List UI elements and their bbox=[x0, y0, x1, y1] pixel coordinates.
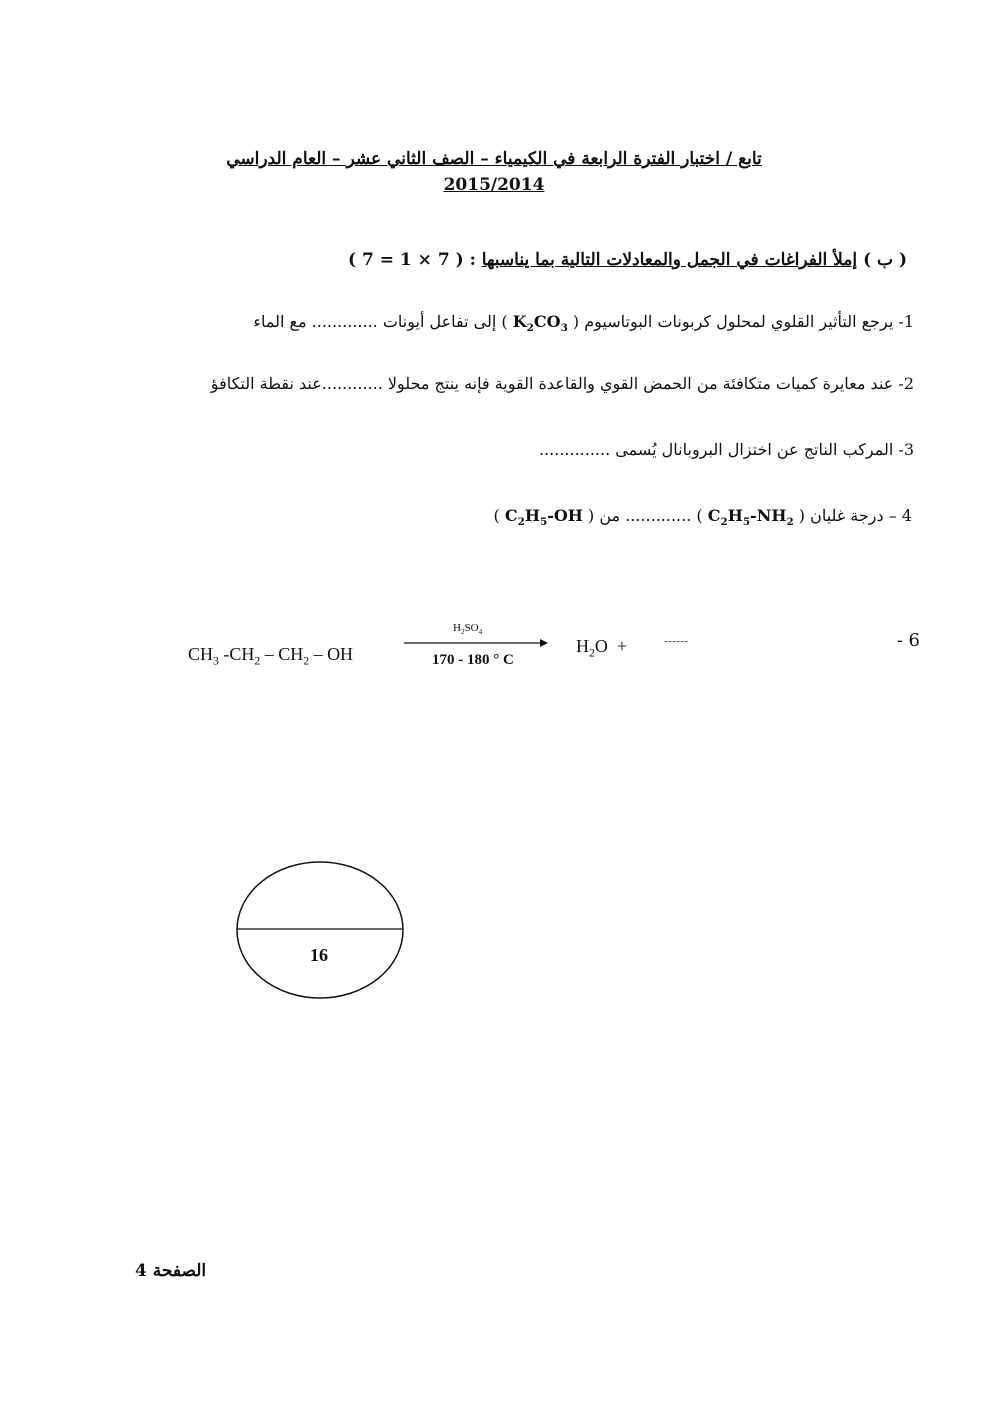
score-total: 16 bbox=[310, 945, 328, 965]
instruction-text: إملأ الفراغات في الجمل والمعادلات التالية بما يناسبها bbox=[481, 250, 858, 270]
chem-ethanol: $C_2H_5-OH$ bbox=[504, 506, 583, 529]
page-title bbox=[174, 146, 814, 198]
question-6-number: 6 - bbox=[896, 630, 920, 651]
reaction-arrow bbox=[404, 636, 548, 650]
product-water: $H_2O$ + bbox=[576, 636, 627, 660]
page-number: الصفحة 4 bbox=[135, 1261, 207, 1281]
question-1-text-b: ) إلى تفاعل أيونات ............. مع الماء bbox=[253, 312, 508, 331]
title-line-1: تابع / اختبار الفترة الرابعة في الكيمياء – الصف الثاني عشر – العام الدراسي bbox=[226, 149, 762, 169]
question-2-number: 2- bbox=[898, 374, 914, 393]
catalyst-h2so4: $H_2SO_4$ bbox=[453, 622, 483, 637]
score-ellipse bbox=[232, 860, 408, 1004]
question-4-number: 4 – bbox=[888, 506, 912, 525]
question-2 bbox=[211, 374, 914, 393]
reactant-propanol: $CH_3$ $-CH_2 - CH_2$ – OH bbox=[188, 644, 354, 668]
question-3-text: المركب الناتج عن اختزال البروبانال يُسمى .............. bbox=[538, 440, 894, 459]
question-4-text-b: ) ............. من ( bbox=[588, 506, 703, 525]
question-4 bbox=[494, 506, 912, 528]
question-4-text-c: ) bbox=[493, 506, 500, 525]
equation-blank[interactable]: ------ bbox=[664, 634, 689, 648]
section-label: ( ب ) bbox=[863, 250, 907, 270]
question-3-number: 3- bbox=[898, 440, 914, 459]
chem-ethylamine: $C_2H_5-NH_2$ bbox=[707, 506, 794, 529]
question-1-number: 1- bbox=[898, 312, 914, 331]
question-3 bbox=[539, 440, 914, 459]
question-1 bbox=[253, 312, 914, 334]
question-1-text-a: يرجع التأثير القلوي لمحلول كربونات البوتاسيوم ( bbox=[572, 312, 894, 331]
reaction-temperature: 170 - 180 ° C bbox=[432, 652, 514, 668]
question-2-text: عند معايرة كميات متكافئة من الحمض القوي والقاعدة القوية فإنه ينتج محلولا ............عند نقطة التكافؤ bbox=[210, 374, 894, 393]
chem-k2co3: $K_2CO_3$ bbox=[512, 312, 568, 335]
section-marks: : ( 7 × 1 = 7 ) bbox=[348, 250, 476, 270]
section-instruction bbox=[348, 250, 907, 270]
title-year: 2015/2014 bbox=[443, 175, 545, 195]
question-4-text-a: درجة غليان ( bbox=[798, 506, 884, 525]
